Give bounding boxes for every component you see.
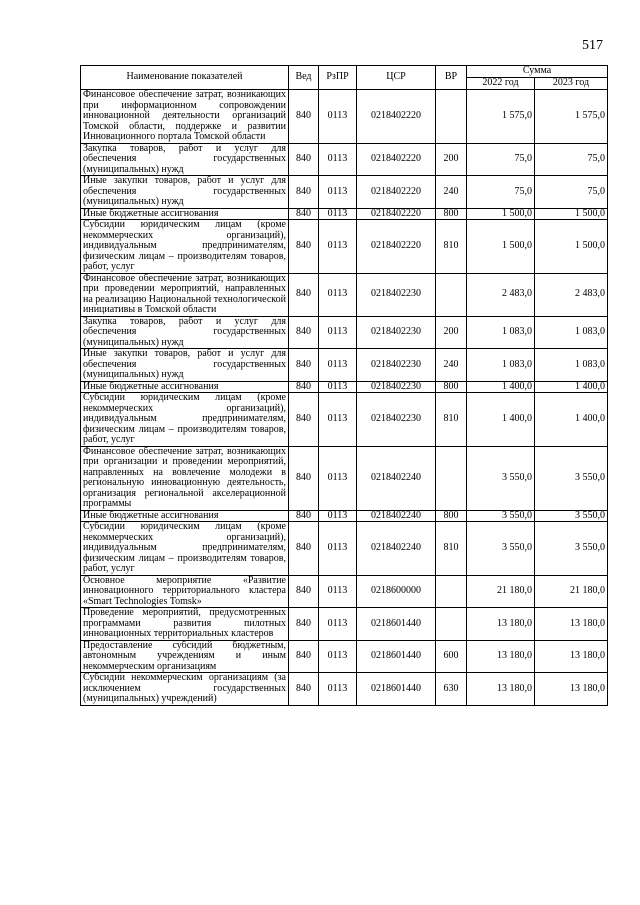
cell-rzpr: 0113	[319, 575, 357, 608]
cell-ved: 840	[289, 608, 319, 641]
cell-ved: 840	[289, 673, 319, 706]
cell-y2023: 1 400,0	[535, 393, 608, 447]
cell-name: Иные бюджетные ассигнования	[81, 510, 289, 522]
cell-ved: 840	[289, 393, 319, 447]
header-vr: ВР	[436, 66, 467, 90]
cell-rzpr: 0113	[319, 220, 357, 274]
cell-ved: 840	[289, 575, 319, 608]
header-sum: Сумма	[467, 66, 608, 78]
cell-rzpr: 0113	[319, 176, 357, 209]
cell-rzpr: 0113	[319, 349, 357, 382]
cell-csr: 0218601440	[357, 640, 436, 673]
header-2023: 2023 год	[535, 78, 608, 90]
cell-ved: 840	[289, 446, 319, 510]
table-row	[81, 176, 608, 209]
cell-vr	[436, 608, 467, 641]
cell-rzpr: 0113	[319, 143, 357, 176]
cell-y2023: 1 500,0	[535, 208, 608, 220]
cell-name: Финансовое обеспечение затрат, возникающих при проведении мероприятий, направленных на реализацию Национальной технологической инициативы в Томской области	[81, 273, 289, 316]
cell-ved: 840	[289, 349, 319, 382]
cell-vr: 810	[436, 522, 467, 576]
cell-rzpr: 0113	[319, 640, 357, 673]
cell-vr	[436, 446, 467, 510]
cell-vr: 600	[436, 640, 467, 673]
header-name: Наименование показателей	[81, 66, 289, 90]
cell-y2022: 13 180,0	[467, 673, 535, 706]
cell-rzpr: 0113	[319, 273, 357, 316]
table-row	[81, 208, 608, 220]
cell-vr: 800	[436, 381, 467, 393]
cell-vr: 800	[436, 208, 467, 220]
cell-name: Субсидии юридическим лицам (кроме некоммерческих организаций), индивидуальным предпринимателям, физическим лицам – производителям товаров, работ, услуг	[81, 393, 289, 447]
cell-vr: 200	[436, 316, 467, 349]
cell-rzpr: 0113	[319, 316, 357, 349]
cell-vr: 810	[436, 393, 467, 447]
cell-y2023: 3 550,0	[535, 522, 608, 576]
cell-y2022: 2 483,0	[467, 273, 535, 316]
table-row	[81, 446, 608, 510]
cell-y2022: 1 083,0	[467, 316, 535, 349]
cell-y2022: 3 550,0	[467, 446, 535, 510]
budget-table	[80, 65, 608, 706]
cell-y2023: 21 180,0	[535, 575, 608, 608]
header-ved: Вед	[289, 66, 319, 90]
table-body	[81, 90, 608, 706]
cell-y2022: 3 550,0	[467, 510, 535, 522]
cell-vr: 200	[436, 143, 467, 176]
cell-ved: 840	[289, 176, 319, 209]
cell-name: Субсидии юридическим лицам (кроме некоммерческих организаций), индивидуальным предпринимателям, физическим лицам – производителям товаров, работ, услуг	[81, 220, 289, 274]
cell-y2023: 13 180,0	[535, 640, 608, 673]
cell-csr: 0218402240	[357, 446, 436, 510]
table-row	[81, 522, 608, 576]
cell-name: Субсидии некоммерческим организациям (за исключением государственных (муниципальных) учреждений)	[81, 673, 289, 706]
cell-ved: 840	[289, 316, 319, 349]
cell-rzpr: 0113	[319, 90, 357, 144]
cell-y2023: 13 180,0	[535, 608, 608, 641]
cell-vr: 800	[436, 510, 467, 522]
cell-y2023: 1 400,0	[535, 381, 608, 393]
cell-csr: 0218402220	[357, 208, 436, 220]
cell-rzpr: 0113	[319, 208, 357, 220]
header-row	[81, 66, 608, 78]
cell-csr: 0218402220	[357, 90, 436, 144]
cell-csr: 0218402230	[357, 349, 436, 382]
cell-y2023: 1 083,0	[535, 349, 608, 382]
cell-y2023: 75,0	[535, 143, 608, 176]
cell-y2023: 1 575,0	[535, 90, 608, 144]
cell-y2023: 1 083,0	[535, 316, 608, 349]
cell-y2022: 13 180,0	[467, 608, 535, 641]
cell-ved: 840	[289, 208, 319, 220]
cell-y2023: 75,0	[535, 176, 608, 209]
cell-vr	[436, 90, 467, 144]
cell-name: Субсидии юридическим лицам (кроме некоммерческих организаций), индивидуальным предпринимателям, физическим лицам – производителям товаров, работ, услуг	[81, 522, 289, 576]
cell-ved: 840	[289, 640, 319, 673]
page-number: 517	[582, 38, 603, 53]
cell-name: Финансовое обеспечение затрат, возникающих при организации и проведении мероприятий, направленных на вовлечение молодежи в региональную инновационную деятельность, организация региональной акселерационной программы	[81, 446, 289, 510]
cell-ved: 840	[289, 522, 319, 576]
cell-csr: 0218402240	[357, 510, 436, 522]
cell-csr: 0218402220	[357, 176, 436, 209]
cell-csr: 0218402230	[357, 316, 436, 349]
cell-ved: 840	[289, 143, 319, 176]
cell-name: Финансовое обеспечение затрат, возникающих при информационном сопровождении инновационной деятельности организаций Томской области, поддержке и развитии Инновационного портала Томской области	[81, 90, 289, 144]
cell-csr: 0218402220	[357, 143, 436, 176]
table-row	[81, 220, 608, 274]
cell-y2022: 21 180,0	[467, 575, 535, 608]
table-row	[81, 381, 608, 393]
cell-rzpr: 0113	[319, 608, 357, 641]
cell-csr: 0218402220	[357, 220, 436, 274]
table-row	[81, 673, 608, 706]
table-row	[81, 608, 608, 641]
cell-ved: 840	[289, 90, 319, 144]
cell-ved: 840	[289, 381, 319, 393]
cell-y2022: 75,0	[467, 176, 535, 209]
cell-vr: 240	[436, 176, 467, 209]
cell-y2023: 3 550,0	[535, 510, 608, 522]
cell-name: Закупка товаров, работ и услуг для обеспечения государственных (муниципальных) нужд	[81, 143, 289, 176]
cell-y2023: 1 500,0	[535, 220, 608, 274]
cell-y2023: 3 550,0	[535, 446, 608, 510]
table-row	[81, 349, 608, 382]
header-rzpr: РзПР	[319, 66, 357, 90]
cell-rzpr: 0113	[319, 393, 357, 447]
cell-y2023: 2 483,0	[535, 273, 608, 316]
cell-name: Предоставление субсидий бюджетным, автономным учреждениям и иным некоммерческим организациям	[81, 640, 289, 673]
cell-csr: 0218402230	[357, 273, 436, 316]
table-row	[81, 90, 608, 144]
cell-y2022: 75,0	[467, 143, 535, 176]
cell-rzpr: 0113	[319, 673, 357, 706]
cell-rzpr: 0113	[319, 522, 357, 576]
cell-name: Иные бюджетные ассигнования	[81, 381, 289, 393]
table-row	[81, 640, 608, 673]
table-row	[81, 575, 608, 608]
cell-name: Иные бюджетные ассигнования	[81, 208, 289, 220]
cell-ved: 840	[289, 510, 319, 522]
cell-csr: 0218601440	[357, 608, 436, 641]
cell-vr: 240	[436, 349, 467, 382]
cell-csr: 0218402240	[357, 522, 436, 576]
table-row	[81, 273, 608, 316]
cell-name: Иные закупки товаров, работ и услуг для обеспечения государственных (муниципальных) нужд	[81, 349, 289, 382]
cell-csr: 0218402230	[357, 381, 436, 393]
cell-y2022: 1 083,0	[467, 349, 535, 382]
cell-vr	[436, 273, 467, 316]
cell-csr: 0218402230	[357, 393, 436, 447]
cell-ved: 840	[289, 220, 319, 274]
cell-y2022: 1 575,0	[467, 90, 535, 144]
cell-rzpr: 0113	[319, 381, 357, 393]
cell-name: Основное мероприятие «Развитие инновационного территориального кластера «Smart Technologies Tomsk»	[81, 575, 289, 608]
cell-rzpr: 0113	[319, 446, 357, 510]
cell-ved: 840	[289, 273, 319, 316]
cell-vr	[436, 575, 467, 608]
header-2022: 2022 год	[467, 78, 535, 90]
table-row	[81, 316, 608, 349]
cell-csr: 0218600000	[357, 575, 436, 608]
table-row	[81, 393, 608, 447]
cell-y2022: 3 550,0	[467, 522, 535, 576]
cell-y2022: 1 400,0	[467, 393, 535, 447]
header-csr: ЦСР	[357, 66, 436, 90]
cell-csr: 0218601440	[357, 673, 436, 706]
cell-vr: 810	[436, 220, 467, 274]
cell-y2022: 13 180,0	[467, 640, 535, 673]
cell-y2022: 1 400,0	[467, 381, 535, 393]
cell-y2022: 1 500,0	[467, 220, 535, 274]
cell-vr: 630	[436, 673, 467, 706]
cell-name: Иные закупки товаров, работ и услуг для обеспечения государственных (муниципальных) нужд	[81, 176, 289, 209]
cell-name: Закупка товаров, работ и услуг для обеспечения государственных (муниципальных) нужд	[81, 316, 289, 349]
cell-rzpr: 0113	[319, 510, 357, 522]
cell-name: Проведение мероприятий, предусмотренных программами развития пилотных инновационных территориальных кластеров	[81, 608, 289, 641]
cell-y2022: 1 500,0	[467, 208, 535, 220]
cell-y2023: 13 180,0	[535, 673, 608, 706]
table-row	[81, 510, 608, 522]
table-row	[81, 143, 608, 176]
